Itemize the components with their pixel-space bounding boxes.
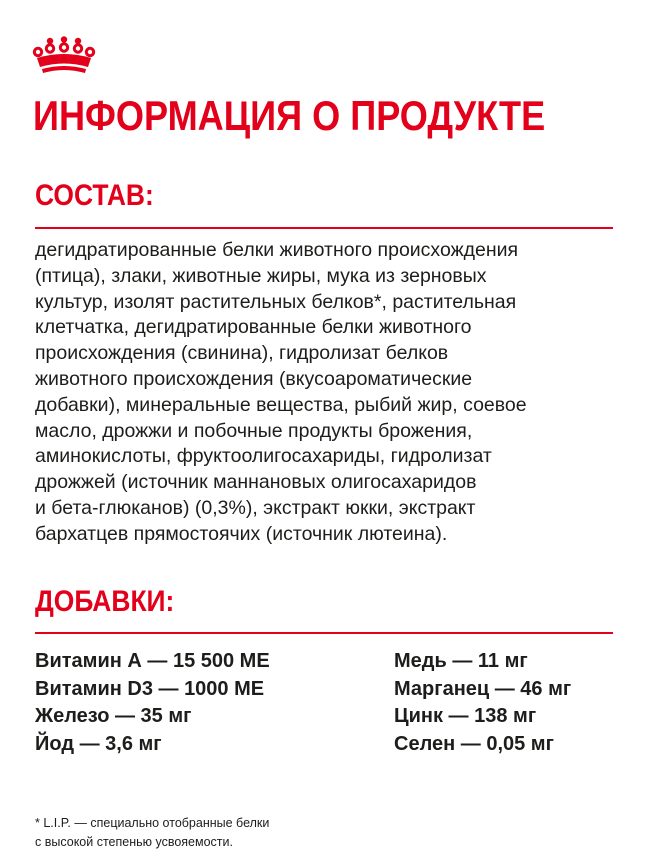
additive-item: Йод — 3,6 мг — [35, 732, 162, 755]
additive-item: Витамин А — 15 500 МЕ — [35, 650, 270, 672]
page-title: ИНФОРМАЦИЯ О ПРОДУКТЕ — [33, 92, 546, 139]
composition-text: дегидратированные белки животного происхождения (птица), злаки, животные жиры, мука из зерновых культур, изолят растительных белков*, растительная клетчатка, дегидратированные белки животного происхождения (свинина), гидролизат белков животного происхождения (вкусоароматические добавки), минеральные вещества, рыбий жир, соевое масло, дрожжи и побочные продукты брожения, аминокислоты, фруктоолигосахариды, гидролизат дрожжей (источник маннановых олигосахаридов и бета-глюканов) (0,3%), экстракт юкки, экстракт бархатцев прямостоячих (источник лютеина). — [35, 239, 527, 545]
composition-divider — [35, 227, 613, 229]
crown-logo-icon — [30, 36, 98, 74]
additives-column-left — [35, 648, 270, 758]
additive-item: Железо — 35 мг — [35, 705, 192, 728]
additive-item: Марганец — 46 мг — [394, 677, 572, 700]
additive-item: Витамин D3 — 1000 МЕ — [35, 677, 265, 700]
additive-item: Медь — 11 мг — [394, 650, 528, 672]
additives-title: ДОБАВКИ: — [35, 585, 175, 618]
additives-divider — [35, 632, 613, 634]
composition-title: СОСТАВ: — [35, 179, 154, 212]
footnote: * L.I.P. — специально отобранные белки с высокой степенью усвояемости. — [35, 816, 270, 849]
additive-item: Цинк — 138 мг — [394, 705, 537, 728]
additives-column-right — [394, 648, 571, 758]
additive-item: Селен — 0,05 мг — [394, 732, 554, 755]
